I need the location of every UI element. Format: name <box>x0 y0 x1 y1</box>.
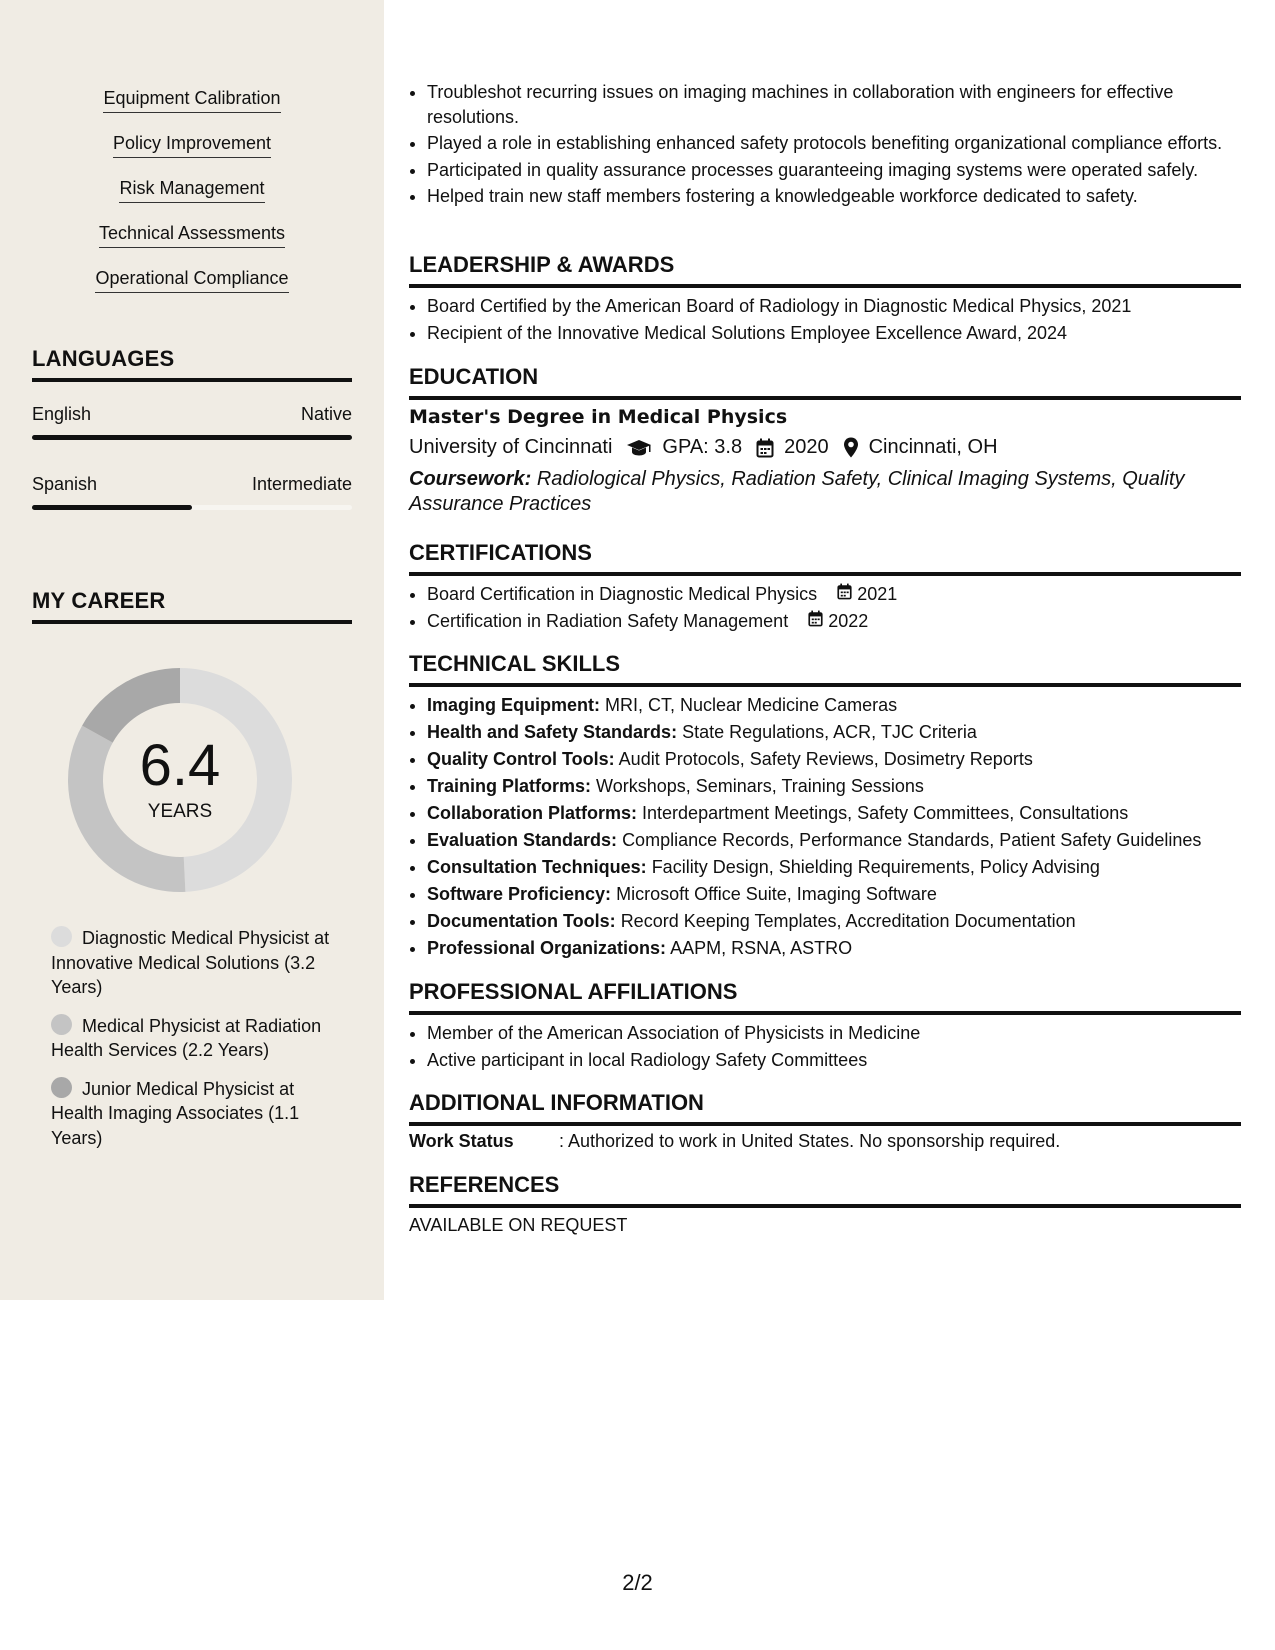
list-item <box>427 881 1241 908</box>
list-item <box>427 854 1241 881</box>
references-heading: REFERENCES <box>409 1172 1241 1208</box>
skill-label: Professional Organizations: <box>427 938 667 958</box>
references-text: AVAILABLE ON REQUEST <box>409 1215 628 1235</box>
language-proficiency-fill <box>32 505 192 510</box>
technical-skills-list <box>409 692 1241 962</box>
education-location: Cincinnati, OH <box>868 436 998 458</box>
list-item: • Played a role in establishing enhanced safety protocols benefiting organizational compliance efforts. <box>427 131 1241 156</box>
skill-label: Training Platforms: <box>427 776 592 796</box>
skill-value: Record Keeping Templates, Accreditation Documentation <box>620 911 1076 931</box>
list-item: • Member of the American Association of Physicists in Medicine <box>427 1020 1241 1047</box>
certifications-list <box>409 581 1241 635</box>
additional-info-heading: ADDITIONAL INFORMATION <box>409 1090 1241 1126</box>
list-item: • Recipient of the Innovative Medical Solutions Employee Excellence Award, 2024 <box>427 320 1241 347</box>
skill-value: Workshops, Seminars, Training Sessions <box>596 776 924 796</box>
list-item <box>427 719 1241 746</box>
language-proficiency-fill <box>32 435 352 440</box>
certification-year: 2021 <box>857 584 898 604</box>
list-item <box>427 827 1241 854</box>
leadership-heading: LEADERSHIP & AWARDS <box>409 252 1241 288</box>
work-status-value: : Authorized to work in United States. No sponsorship required. <box>559 1131 1061 1151</box>
map-pin-icon <box>843 437 859 458</box>
career-legend <box>51 926 341 1164</box>
list-item <box>427 935 1241 962</box>
career-item-text: Diagnostic Medical Physicist at Innovative Medical Solutions (3.2 Years) <box>51 928 330 997</box>
skill-value: Microsoft Office Suite, Imaging Software <box>616 884 937 904</box>
additional-info-row <box>409 1131 1241 1152</box>
languages-heading: LANGUAGES <box>32 346 352 382</box>
skill-value: Audit Protocols, Safety Reviews, Dosimetry Reports <box>618 749 1033 769</box>
education-school: University of Cincinnati <box>409 436 613 458</box>
skill-tag: Risk Management <box>119 176 264 203</box>
affiliations-heading: PROFESSIONAL AFFILIATIONS <box>409 979 1241 1015</box>
career-legend-dot <box>51 1077 72 1098</box>
list-item: • Board Certified by the American Board of Radiology in Diagnostic Medical Physics, 2021 <box>427 293 1241 320</box>
list-item <box>427 908 1241 935</box>
language-level: Native <box>300 404 352 424</box>
skill-label: Evaluation Standards: <box>427 830 618 850</box>
career-item <box>51 1077 341 1151</box>
skill-tag: Equipment Calibration <box>103 86 280 113</box>
skill-value: MRI, CT, Nuclear Medicine Cameras <box>605 695 898 715</box>
certification-year: 2022 <box>828 611 869 631</box>
skill-label: Quality Control Tools: <box>427 749 615 769</box>
career-item-text: Junior Medical Physicist at Health Imaging Associates (1.1 Years) <box>51 1078 300 1148</box>
career-item <box>51 926 341 1000</box>
list-item: • Helped train new staff members fostering a knowledgeable workforce dedicated to safety. <box>427 184 1241 209</box>
career-legend-dot <box>51 1014 72 1035</box>
skill-value: Facility Design, Shielding Requirements, Policy Advising <box>651 857 1100 877</box>
list-item <box>427 608 1241 635</box>
skill-label: Software Proficiency: <box>427 884 612 904</box>
skill-value: Interdepartment Meetings, Safety Committees, Consultations <box>642 803 1129 823</box>
certifications-heading: CERTIFICATIONS <box>409 540 1241 576</box>
skill-tag: Technical Assessments <box>99 221 285 248</box>
education-year: 2020 <box>784 436 829 458</box>
career-item <box>51 1014 341 1063</box>
list-item <box>427 692 1241 719</box>
list-item: • Active participant in local Radiology Safety Committees <box>427 1047 1241 1074</box>
list-item: • Participated in quality assurance processes guaranteeing imaging systems were operated safely. <box>427 158 1241 183</box>
calendar-icon <box>756 438 774 458</box>
language-name: Spanish <box>32 474 98 494</box>
education-gpa: GPA: 3.8 <box>662 436 743 458</box>
sidebar <box>0 0 384 1300</box>
education-degree: Master's Degree in Medical Physics <box>409 406 788 428</box>
coursework-text: Radiological Physics, Radiation Safety, Clinical Imaging Systems, Quality Assurance Practices <box>409 468 1185 515</box>
skill-value: AAPM, RSNA, ASTRO <box>670 938 853 958</box>
list-item <box>427 773 1241 800</box>
language-proficiency-bar <box>32 505 352 510</box>
education-meta <box>409 436 1241 459</box>
certification-name: Certification in Radiation Safety Management <box>427 611 789 631</box>
coursework-label: Coursework: <box>409 468 532 490</box>
skill-tag: Operational Compliance <box>95 266 288 293</box>
career-item-text: Medical Physicist at Radiation Health Services (2.2 Years) <box>51 1015 322 1060</box>
skill-label: Documentation Tools: <box>427 911 616 931</box>
skill-value: Compliance Records, Performance Standards, Patient Safety Guidelines <box>622 830 1202 850</box>
leadership-list <box>409 293 1241 347</box>
list-item <box>427 581 1241 608</box>
skill-label: Imaging Equipment: <box>427 695 600 715</box>
graduation-cap-icon <box>626 439 652 457</box>
affiliations-list <box>409 1020 1241 1074</box>
skill-value: State Regulations, ACR, TJC Criteria <box>682 722 977 742</box>
certification-name: Board Certification in Diagnostic Medical Physics <box>427 584 818 604</box>
career-total-unit: YEARS <box>147 801 213 822</box>
education-heading: EDUCATION <box>409 364 1241 400</box>
education-entry <box>409 406 1241 516</box>
career-donut-chart <box>66 666 294 894</box>
technical-skills-heading: TECHNICAL SKILLS <box>409 651 1241 687</box>
career-total <box>66 666 294 894</box>
skill-label: Health and Safety Standards: <box>427 722 678 742</box>
list-item <box>427 746 1241 773</box>
career-heading: MY CAREER <box>32 588 352 624</box>
calendar-icon <box>837 583 852 600</box>
work-status-label: Work Status <box>409 1131 514 1151</box>
list-item: • Troubleshot recurring issues on imaging machines in collaboration with engineers for effective resolutions. <box>427 80 1241 129</box>
language-name: English <box>32 404 92 424</box>
skill-tag: Policy Improvement <box>113 131 271 158</box>
language-level: Intermediate <box>251 474 352 494</box>
skill-label: Collaboration Platforms: <box>427 803 638 823</box>
language-proficiency-bar <box>32 435 352 440</box>
career-total-value: 6.4 <box>139 733 221 798</box>
skill-label: Consultation Techniques: <box>427 857 647 877</box>
education-coursework <box>409 467 1241 516</box>
list-item <box>427 800 1241 827</box>
career-legend-dot <box>51 926 72 947</box>
experience-bullets <box>409 80 1241 211</box>
page-number: 2/2 <box>622 1570 653 1595</box>
skill-tags <box>0 86 384 311</box>
calendar-icon <box>808 610 823 627</box>
